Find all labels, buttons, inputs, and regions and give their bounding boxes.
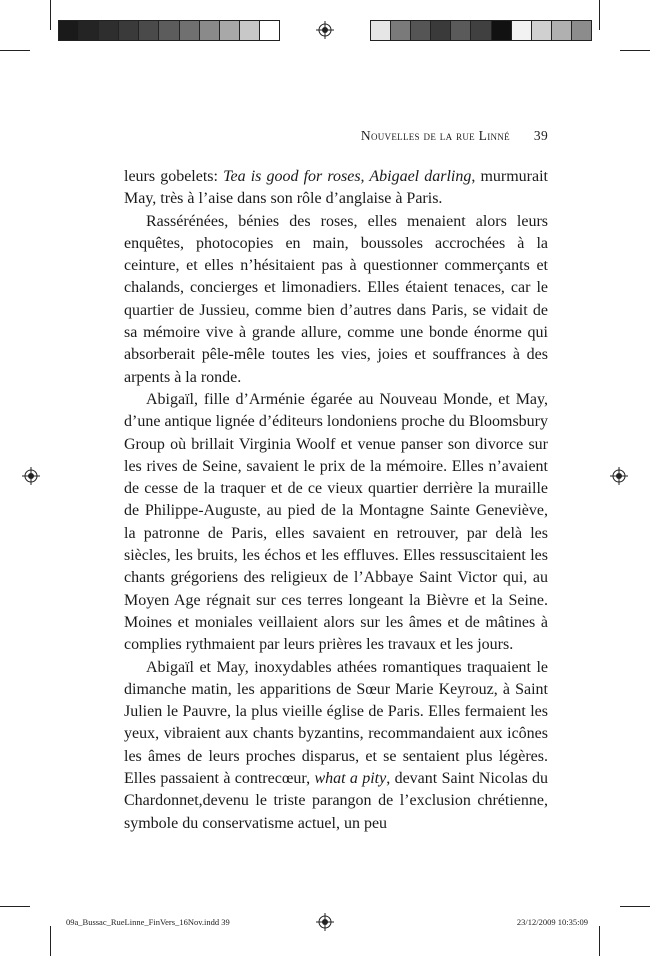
color-swatch — [492, 21, 512, 40]
paragraph: Rassérénées, bénies des roses, elles menaient alors leurs enquêtes, photocopies en main, boussoles accrochées à la ceinture, et elles n’hésitaient pas à questionner commerçants et chalands, concierges et limonadiers. Elles étaient tenaces, car le quartier de Jussieu, comme bien d’autres dans Paris, se vidait de sa mémoire vive à grande allure, comme une bonde énorme qui absorberait pêle-mêle toutes les vies, joies et souffrances à des arpents à la ronde. — [124, 212, 548, 386]
color-swatch — [220, 21, 240, 40]
color-swatch — [391, 21, 411, 40]
color-swatch — [431, 21, 451, 40]
color-swatch — [532, 21, 552, 40]
crop-mark — [50, 926, 51, 956]
slug-timestamp: 23/12/2009 10:35:09 — [516, 917, 588, 927]
color-swatch — [260, 21, 279, 40]
registration-mark-icon — [316, 21, 334, 39]
crop-mark — [620, 906, 650, 907]
registration-mark-icon — [316, 913, 334, 931]
crop-mark — [0, 906, 30, 907]
color-swatch — [572, 21, 591, 40]
crop-mark — [599, 0, 600, 30]
paragraph: Abigaïl et May, inoxydables athées romantiques traquaient le dimanche matin, les apparitions de Sœur Marie Keyrouz, à Saint Julien le Pauvre, la plus vieille église de Paris. Elles fermaient les yeux, vibraient aux chants byzantins, recommandaient aux icônes les âmes de leurs proches disparus, et se sentaient plus légères. Elles passaient à contrecœur, what a pity, devant Saint Nicolas du Chardonnet,devenu le triste parangon de l’exclusion chrétienne, symbole du conservatisme actuel, un peu — [124, 658, 549, 832]
page-number: 39 — [533, 128, 548, 143]
slug-file-name: 09a_Bussac_RueLinne_FinVers_16Nov.indd 39 — [66, 917, 230, 927]
color-bar-left — [58, 20, 280, 41]
color-swatch — [200, 21, 220, 40]
italic-phrase: what a pity — [314, 770, 387, 788]
color-swatch — [159, 21, 179, 40]
color-swatch — [240, 21, 260, 40]
color-swatch — [512, 21, 532, 40]
color-bar-right — [370, 20, 592, 41]
color-swatch — [471, 21, 491, 40]
registration-mark-icon — [22, 467, 40, 485]
color-swatch — [371, 21, 391, 40]
registration-mark-icon — [610, 467, 628, 485]
color-swatch — [119, 21, 139, 40]
crop-mark — [620, 50, 650, 51]
color-swatch — [451, 21, 471, 40]
crop-mark — [0, 50, 30, 51]
crop-mark — [50, 0, 51, 30]
color-swatch — [552, 21, 572, 40]
book-title: Nouvelles de la rue Linné — [360, 128, 510, 143]
color-swatch — [139, 21, 159, 40]
color-swatch — [99, 21, 119, 40]
color-swatch — [59, 21, 79, 40]
body-text — [124, 166, 548, 835]
color-swatch — [411, 21, 431, 40]
running-head — [361, 128, 548, 144]
color-swatch — [180, 21, 200, 40]
italic-quote: Tea is good for roses, Abigael darling — [223, 168, 472, 185]
paragraph: leurs gobelets: Tea is good for roses, Abigael darling, murmurait May, très à l’aise dans son rôle d’anglaise à Paris. — [124, 168, 549, 208]
color-swatch — [79, 21, 99, 40]
paragraph: Abigaïl, fille d’Arménie égarée au Nouveau Monde, et May, d’une antique lignée d’éditeurs londoniens proche du Bloomsbury Group où brillait Virginia Woolf et venue panser son divorce sur les rives de Seine, savaient le prix de la mémoire. Elles n’avaient de cesse de la traquer et de ce vieux quartier derrière la muraille de Philippe-Auguste, au pied de la Montagne Sainte Geneviève, la patronne de Paris, elles savaient en retrouver, par delà les siècles, les bruits, les échos et les effluves. Elles ressuscitaient les chants grégoriens des religieux de l’Abbaye Saint Victor qui, au Moyen Age régnait sur ces terres longeant la Bièvre et la Seine. Moines et moniales veillaient alors sur les âmes et de mâtines à complies rythmaient par leurs prières les travaux et les jours. — [124, 390, 548, 654]
crop-mark — [599, 926, 600, 956]
